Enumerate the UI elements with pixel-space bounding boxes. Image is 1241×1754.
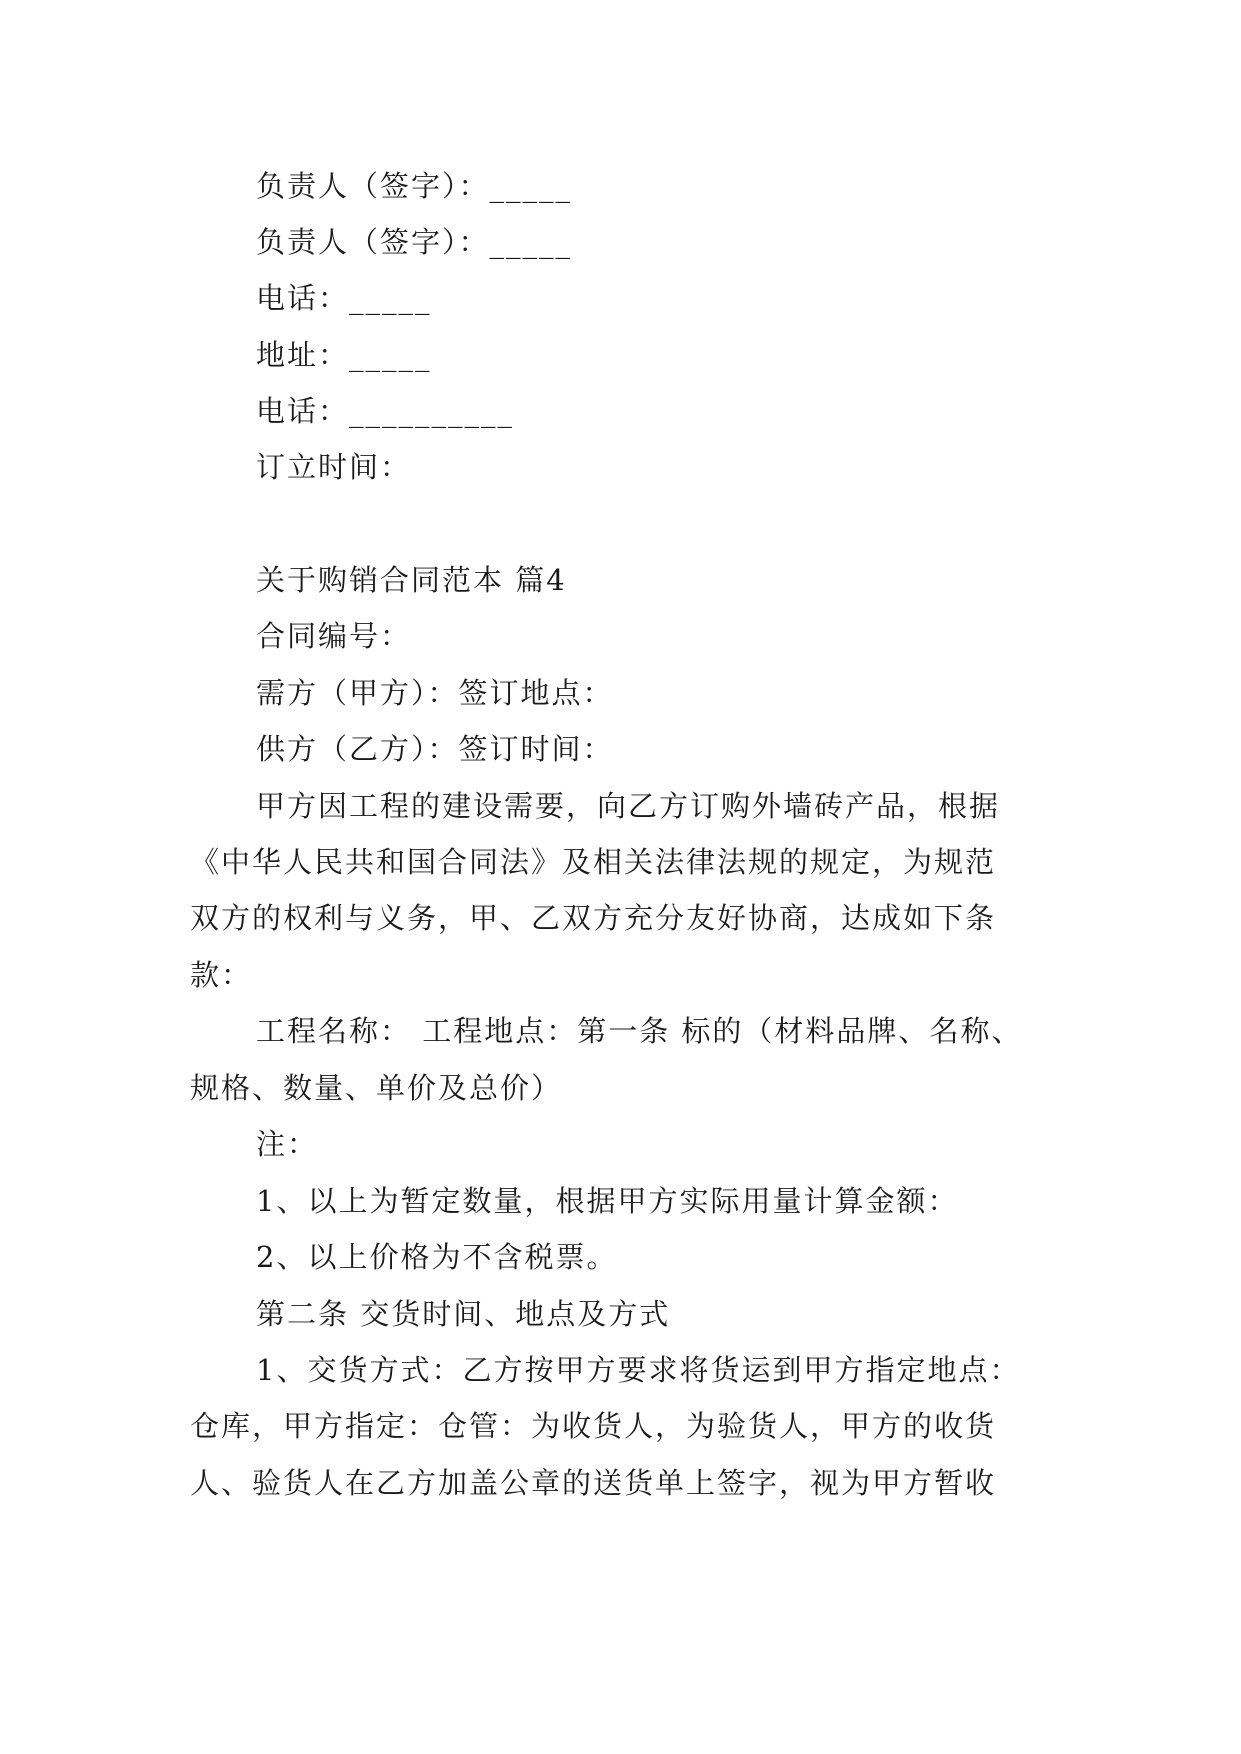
paragraph-line: 仓库，甲方指定：仓管：为收货人，为验货人，甲方的收货: [190, 1409, 997, 1443]
paragraph-line: 《中华人民共和国合同法》及相关法律法规的规定，为规范: [190, 845, 997, 879]
paragraph-line: 人、验货人在乙方加盖公章的送货单上签字，视为甲方暂收: [190, 1466, 997, 1500]
phone-line-1: 电话：_____: [256, 281, 432, 315]
paragraph-line: 甲方因工程的建设需要，向乙方订购外墙砖产品，根据: [256, 789, 1001, 823]
note-label: 注：: [256, 1127, 319, 1161]
note-item-1: 1、以上为暂定数量，根据甲方实际用量计算金额：: [256, 1184, 959, 1218]
note-item-2: 2、以上价格为不含税票。: [256, 1240, 618, 1274]
signature-line-1: 负责人（签字）：_____: [256, 169, 573, 203]
section-title: 关于购销合同范本 篇4: [256, 563, 567, 597]
phone-line-2: 电话：__________: [256, 394, 515, 428]
paragraph-line: 双方的权利与义务，甲、乙双方充分友好协商，达成如下条: [190, 901, 997, 935]
article-heading: 第二条 交货时间、地点及方式: [256, 1297, 671, 1331]
paragraph-line: 1、交货方式：乙方按甲方要求将货运到甲方指定地点：: [256, 1353, 1021, 1387]
party-b-line: 供方（乙方）：签订时间：: [256, 732, 614, 766]
date-line: 订立时间：: [256, 450, 412, 484]
paragraph-line: 工程名称： 工程地点：第一条 标的（材料品牌、名称、: [256, 1014, 1023, 1048]
party-a-line: 需方（甲方）：签订地点：: [256, 676, 614, 710]
paragraph-line: 规格、数量、单价及总价）: [190, 1071, 563, 1105]
address-line: 地址：_____: [256, 338, 432, 372]
paragraph-line: 款：: [190, 958, 253, 992]
signature-line-2: 负责人（签字）：_____: [256, 225, 573, 259]
contract-number: 合同编号：: [256, 619, 412, 653]
